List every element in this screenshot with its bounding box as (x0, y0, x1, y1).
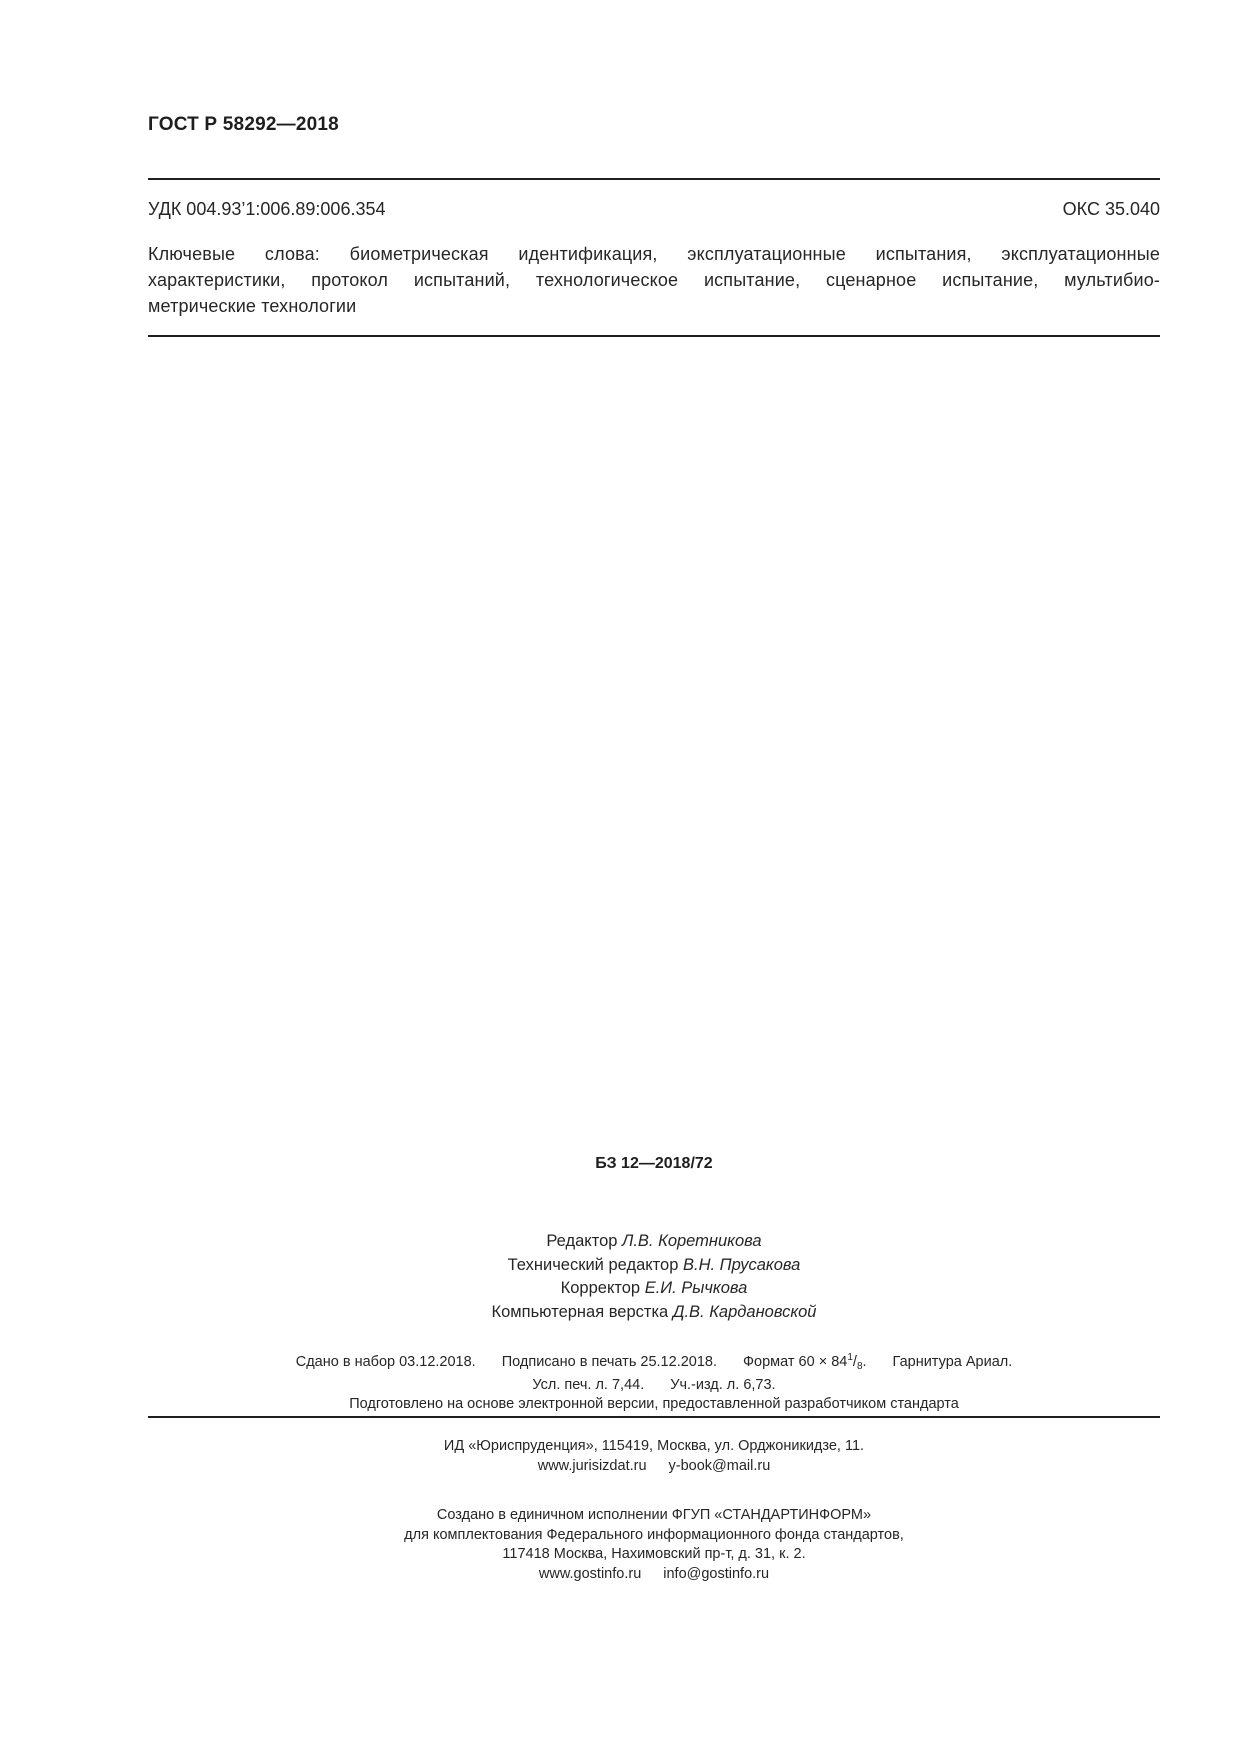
tech-editor-line (0, 1254, 1240, 1278)
keywords-line: Ключевые слова: биометрическая идентификация, эксплуатационные испытания, эксплуатационные (148, 244, 1160, 264)
editors-block (0, 1230, 1240, 1324)
oks-code: ОКС 35.040 (1062, 199, 1160, 219)
editor-line (0, 1230, 1240, 1254)
typeface: Гарнитура Ариал. (892, 1354, 1013, 1370)
editor-name: Е.И. Рычкова (644, 1279, 748, 1297)
creator-contacts (0, 1565, 1240, 1585)
creator-line: Создано в единичном исполнении ФГУП «СТАНДАРТИНФОРМ» (436, 1507, 872, 1523)
editor-name: Д.В. Кардановской (672, 1302, 817, 1321)
creator-email-link[interactable]: info@gostinfo.ru (663, 1565, 770, 1582)
print-sheets: Усл. печ. л. 7,44. (532, 1377, 645, 1393)
keywords-line: характеристики, протокол испытаний, технологическое испытание, сценарное испытание, мультибио- (148, 270, 1160, 290)
publisher-sheets: Уч.-изд. л. 6,73. (670, 1377, 776, 1393)
creator-address: 117418 Москва, Нахимовский пр-т, д. 31, к. 2. (502, 1546, 806, 1562)
editor-name: В.Н. Прусакова (682, 1255, 801, 1274)
editor-role: Технический редактор (507, 1255, 679, 1274)
publisher-website-link[interactable]: www.jurisizdat.ru (537, 1457, 647, 1474)
prepared-note: Подготовлено на основе электронной версии, предоставленной разработчиком стандарта (349, 1396, 959, 1412)
creator-line: для комплектования Федерального информационного фонда стандартов, (404, 1526, 904, 1543)
format: Формат $60 \times 84^1/_8$. (743, 1352, 867, 1372)
sheets-line (0, 1376, 1240, 1395)
signed-date: Подписано в печать 25.12.2018. (501, 1354, 718, 1370)
layout-line (0, 1301, 1240, 1325)
publication-dates-line (0, 1348, 1240, 1376)
bottom-divider (148, 1416, 1160, 1418)
keywords-divider (148, 335, 1160, 337)
editor-role: Компьютерная верстка (491, 1302, 669, 1321)
creator-website-link[interactable]: www.gostinfo.ru (538, 1565, 642, 1582)
keywords-line: метрические технологии (148, 296, 357, 316)
editor-name: Л.В. Коретникова (622, 1232, 762, 1250)
publisher-contacts (0, 1457, 1240, 1477)
editor-role: Редактор (546, 1232, 618, 1250)
udk-code: УДК 004.93’1:006.89:006.354 (148, 199, 386, 219)
top-divider (148, 178, 1160, 180)
submitted-date: Сдано в набор 03.12.2018. (295, 1354, 476, 1370)
publisher-email-link[interactable]: y-book@mail.ru (668, 1457, 771, 1474)
publication-info (0, 1348, 1240, 1414)
bz-number: БЗ 12—2018/72 (595, 1155, 713, 1172)
publisher-block (0, 1437, 1240, 1476)
creator-block (0, 1506, 1240, 1584)
keywords-paragraph (148, 241, 1160, 319)
editor-role: Корректор (560, 1279, 641, 1297)
publisher-address: ИД «Юриспруденция», 115419, Москва, ул. Орджоникидзе, 11. (443, 1438, 865, 1454)
corrector-line (0, 1277, 1240, 1301)
document-title: ГОСТ Р 58292—2018 (148, 114, 339, 135)
